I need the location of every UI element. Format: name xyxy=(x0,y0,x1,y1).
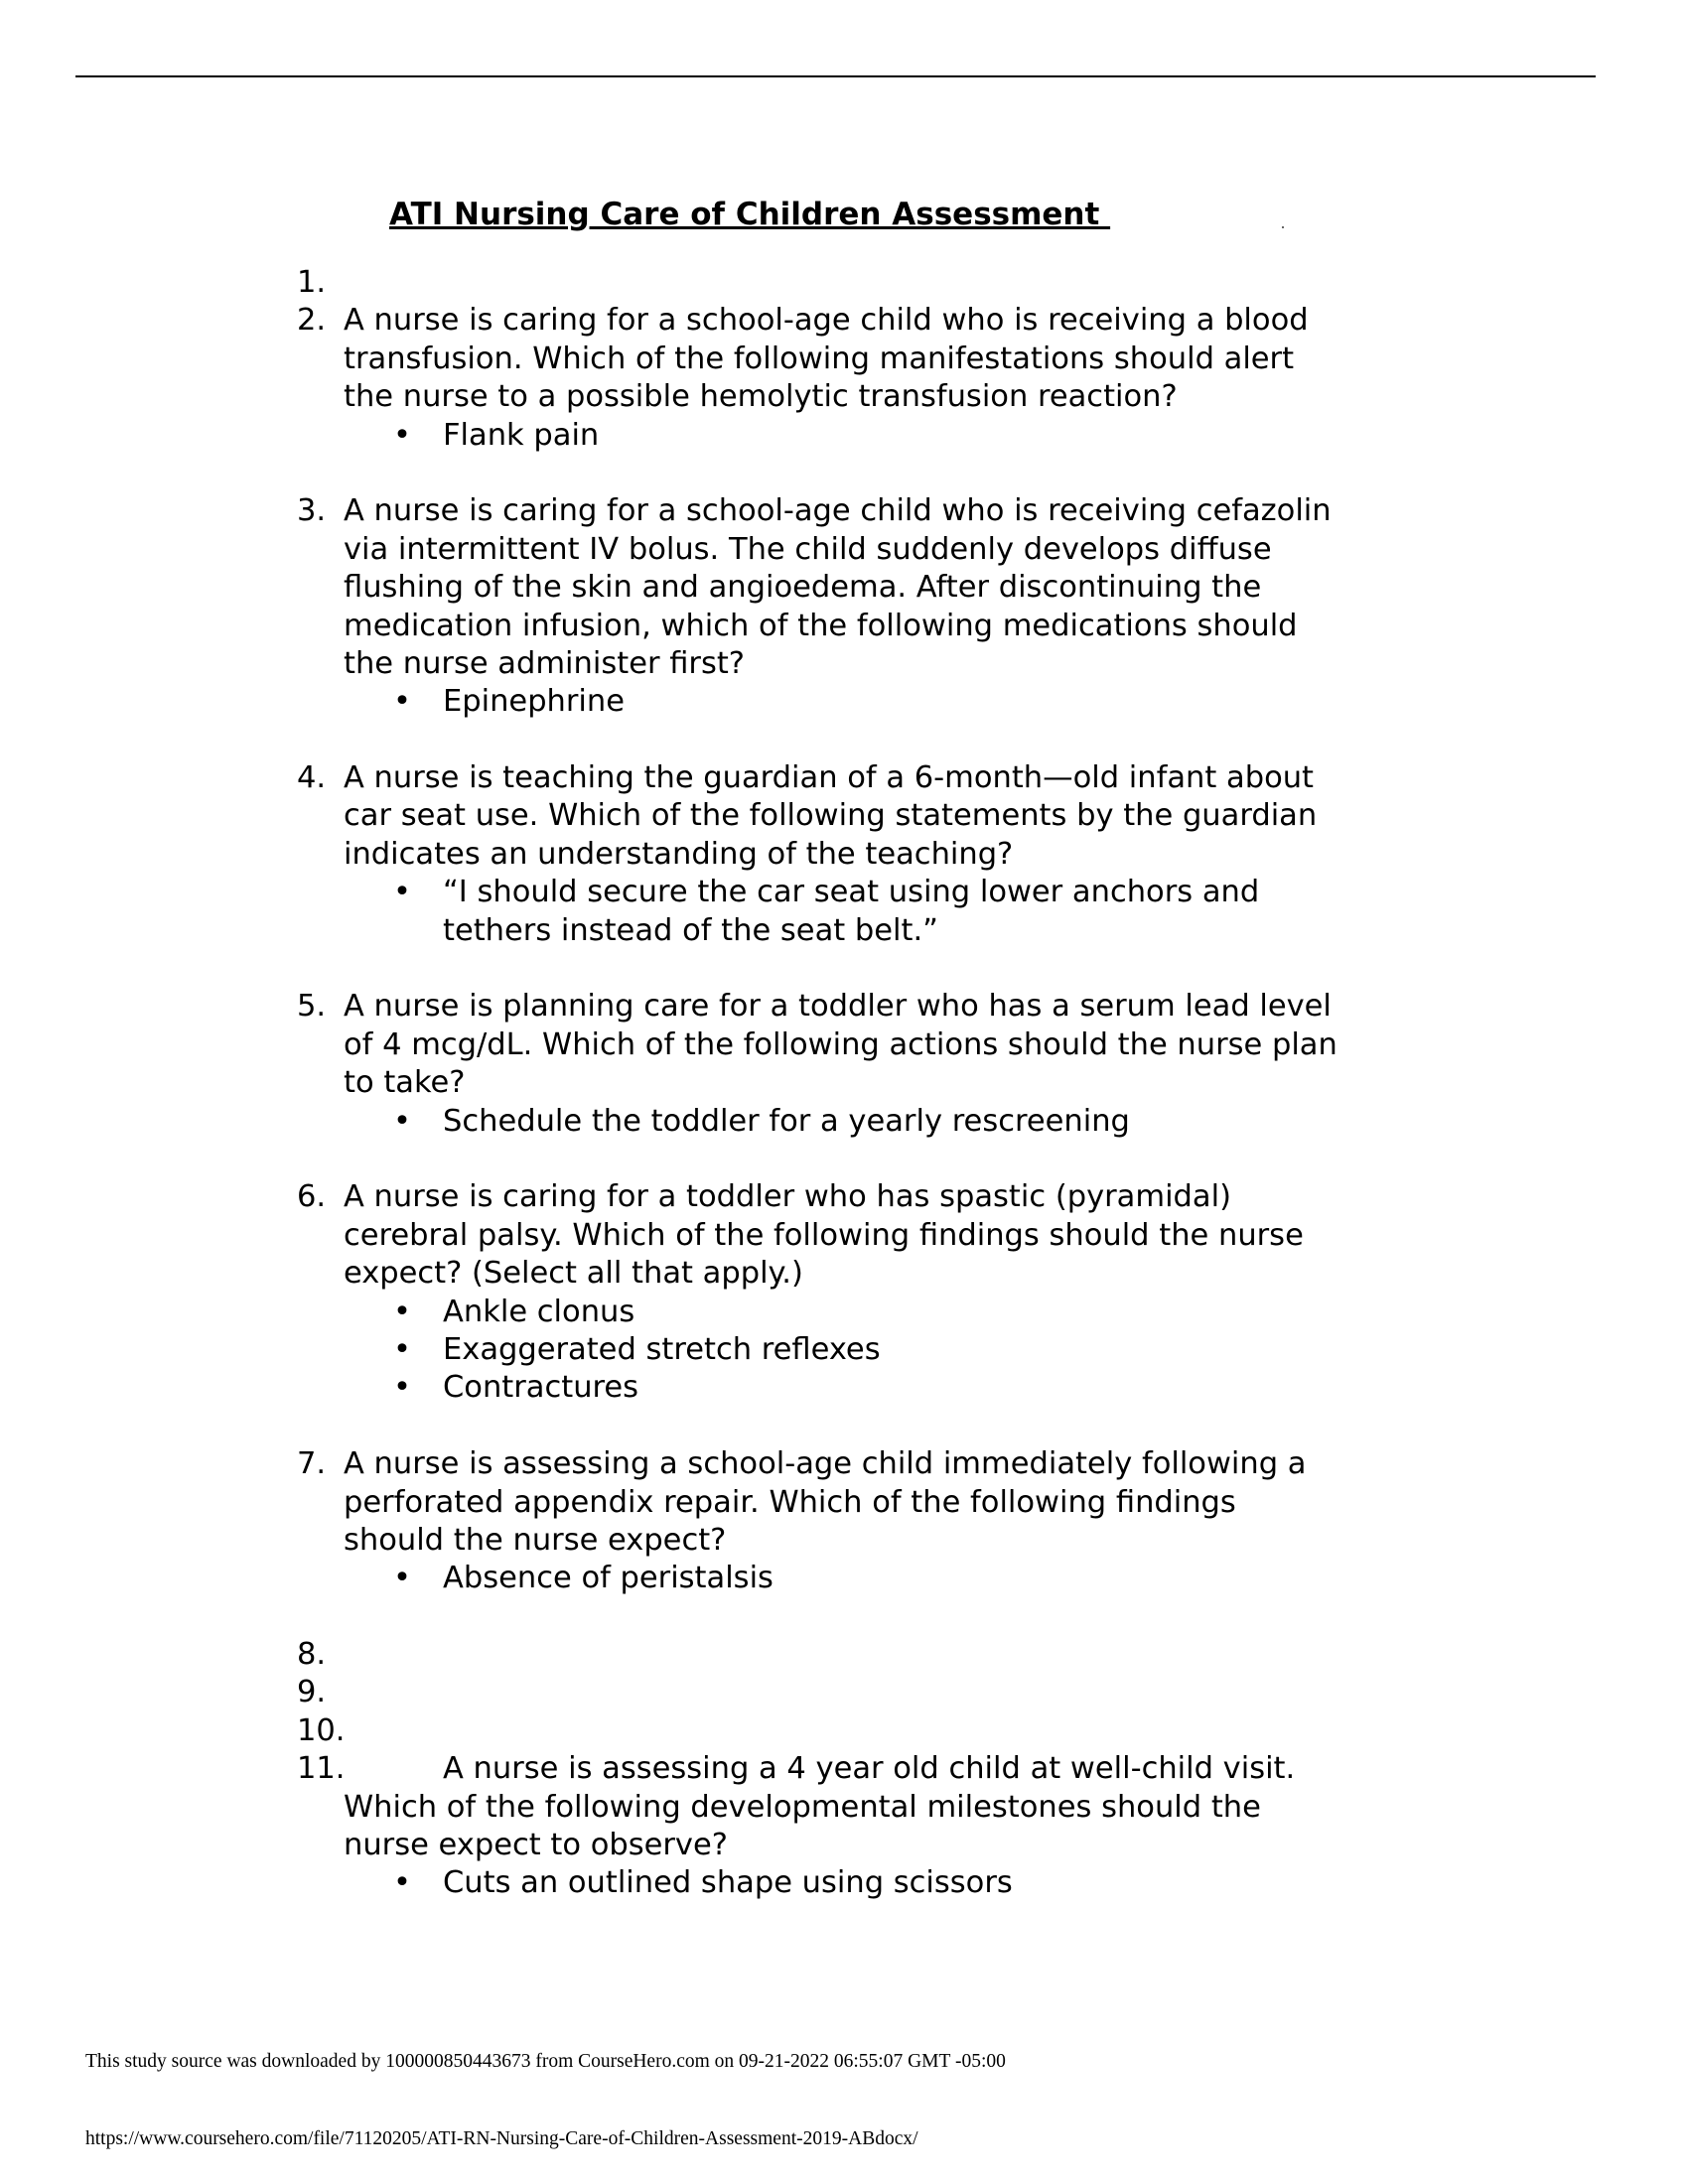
question-item xyxy=(0,988,1688,1141)
question-line xyxy=(0,645,1688,683)
question-line xyxy=(0,1789,1688,1827)
question-number: 10. xyxy=(297,1712,346,1748)
bullet-icon: • xyxy=(393,1561,411,1596)
question-item xyxy=(0,1636,1688,1674)
question-text: A nurse is assessing a school-age child immediately following a xyxy=(344,1446,1307,1482)
question-number: 2. xyxy=(297,303,327,339)
question-item xyxy=(0,1712,1688,1750)
question-list xyxy=(0,264,1688,1903)
question-line xyxy=(0,797,1688,835)
question-text: A nurse is planning care for a toddler who has a serum lead level xyxy=(344,989,1332,1024)
question-line xyxy=(0,302,1688,340)
question-text: transfusion. Which of the following manifestations should alert xyxy=(344,341,1295,376)
answer-line xyxy=(0,912,1688,950)
answer-line xyxy=(0,1331,1688,1369)
question-item xyxy=(0,1178,1688,1407)
bullet-icon: • xyxy=(393,1294,411,1329)
question-line xyxy=(0,608,1688,645)
question-line xyxy=(0,759,1688,797)
question-line xyxy=(0,1636,1688,1674)
question-text: car seat use. Which of the following statements by the guardian xyxy=(344,798,1318,834)
question-line xyxy=(0,492,1688,530)
question-line xyxy=(0,1484,1688,1522)
question-line xyxy=(0,1064,1688,1102)
question-line xyxy=(0,378,1688,416)
question-number: 1. xyxy=(297,265,327,300)
answer-text: Exaggerated stretch reflexes xyxy=(443,1331,881,1367)
question-line xyxy=(0,569,1688,607)
download-note: This study source was downloaded by 100000850443673 from CourseHero.com on 09-21-2022 06:55:07 GMT -05:00 xyxy=(85,2051,1006,2072)
question-line xyxy=(0,1712,1688,1750)
question-text: nurse expect to observe? xyxy=(344,1828,728,1863)
question-number: 8. xyxy=(297,1637,327,1673)
question-text: medication infusion, which of the following medications should xyxy=(344,608,1298,643)
question-text: perforated appendix repair. Which of the following findings xyxy=(344,1484,1236,1520)
question-text: A nurse is assessing a 4 year old child at well-child visit. xyxy=(443,1751,1296,1787)
spacer xyxy=(0,950,1688,988)
question-line xyxy=(0,1827,1688,1864)
question-line xyxy=(0,1255,1688,1293)
question-item xyxy=(0,759,1688,950)
question-number: 6. xyxy=(297,1179,327,1215)
question-item xyxy=(0,1750,1688,1903)
question-line xyxy=(0,341,1688,378)
source-url[interactable]: https://www.coursehero.com/file/71120205/ATI-RN-Nursing-Care-of-Children-Assessment-2019-ABdocx/ xyxy=(85,2128,918,2149)
question-line xyxy=(0,836,1688,874)
question-text: expect? (Select all that apply.) xyxy=(344,1256,803,1292)
answer-line xyxy=(0,1103,1688,1141)
question-line xyxy=(0,1178,1688,1216)
question-text: indicates an understanding of the teaching? xyxy=(344,836,1014,872)
answer-line xyxy=(0,1864,1688,1902)
bullet-icon: • xyxy=(393,1370,411,1406)
spacer xyxy=(0,722,1688,759)
bullet-icon: • xyxy=(393,1865,411,1901)
question-number: 5. xyxy=(297,989,327,1024)
question-number: 11. xyxy=(297,1751,346,1787)
answer-text: Absence of peristalsis xyxy=(443,1561,774,1596)
question-text: cerebral palsy. Which of the following findings should the nurse xyxy=(344,1217,1304,1253)
spacer xyxy=(0,1598,1688,1636)
answer-text: Epinephrine xyxy=(443,684,625,720)
spacer xyxy=(0,455,1688,492)
answer-text: Ankle clonus xyxy=(443,1294,635,1329)
question-text: A nurse is caring for a school-age child who is receiving cefazolin xyxy=(344,493,1332,529)
answer-line xyxy=(0,1369,1688,1407)
bullet-icon: • xyxy=(393,1103,411,1139)
question-line xyxy=(0,1750,1688,1788)
header-rule xyxy=(75,75,1596,77)
bullet-icon: • xyxy=(393,417,411,453)
question-item xyxy=(0,1674,1688,1711)
question-text: A nurse is caring for a toddler who has spastic (pyramidal) xyxy=(344,1179,1231,1215)
question-line xyxy=(0,1674,1688,1711)
answer-text: tethers instead of the seat belt.” xyxy=(443,912,938,948)
question-number: 3. xyxy=(297,493,327,529)
question-text: flushing of the skin and angioedema. After discontinuing the xyxy=(344,570,1262,606)
question-item xyxy=(0,492,1688,721)
question-item xyxy=(0,264,1688,302)
bullet-icon: • xyxy=(393,875,411,910)
question-text: of 4 mcg/dL. Which of the following actions should the nurse plan xyxy=(344,1026,1337,1062)
spacer xyxy=(0,1141,1688,1178)
question-number: 7. xyxy=(297,1446,327,1482)
answer-text: Cuts an outlined shape using scissors xyxy=(443,1865,1013,1901)
question-line xyxy=(0,1522,1688,1560)
answer-line xyxy=(0,874,1688,911)
bullet-icon: • xyxy=(393,1331,411,1367)
question-text: via intermittent IV bolus. The child suddenly develops diffuse xyxy=(344,531,1272,567)
question-text: should the nurse expect? xyxy=(344,1522,727,1558)
answer-text: “I should secure the car seat using lower anchors and xyxy=(443,875,1260,910)
question-text: the nurse to a possible hemolytic transfusion reaction? xyxy=(344,379,1178,415)
question-text: A nurse is teaching the guardian of a 6-month—old infant about xyxy=(344,760,1315,796)
question-number: 4. xyxy=(297,760,327,796)
answer-text: Contractures xyxy=(443,1370,639,1406)
answer-line xyxy=(0,1560,1688,1597)
question-item xyxy=(0,302,1688,455)
question-line xyxy=(0,1445,1688,1483)
answer-text: Schedule the toddler for a yearly rescreening xyxy=(443,1103,1130,1139)
question-line xyxy=(0,1026,1688,1064)
question-line xyxy=(0,264,1688,302)
question-item xyxy=(0,1445,1688,1598)
answer-line xyxy=(0,1294,1688,1331)
question-number: 9. xyxy=(297,1675,327,1710)
stray-mark xyxy=(1282,226,1284,228)
answer-text: Flank pain xyxy=(443,417,600,453)
question-line xyxy=(0,531,1688,569)
question-text: Which of the following developmental milestones should the xyxy=(344,1789,1261,1825)
question-text: to take? xyxy=(344,1065,466,1101)
spacer xyxy=(0,1408,1688,1445)
question-line xyxy=(0,1217,1688,1255)
question-text: A nurse is caring for a school-age child who is receiving a blood xyxy=(344,303,1309,339)
question-text: the nurse administer first? xyxy=(344,645,745,681)
answer-line xyxy=(0,683,1688,721)
page-title: ATI Nursing Care of Children Assessment xyxy=(389,197,1111,232)
answer-line xyxy=(0,417,1688,455)
question-line xyxy=(0,988,1688,1025)
bullet-icon: • xyxy=(393,684,411,720)
